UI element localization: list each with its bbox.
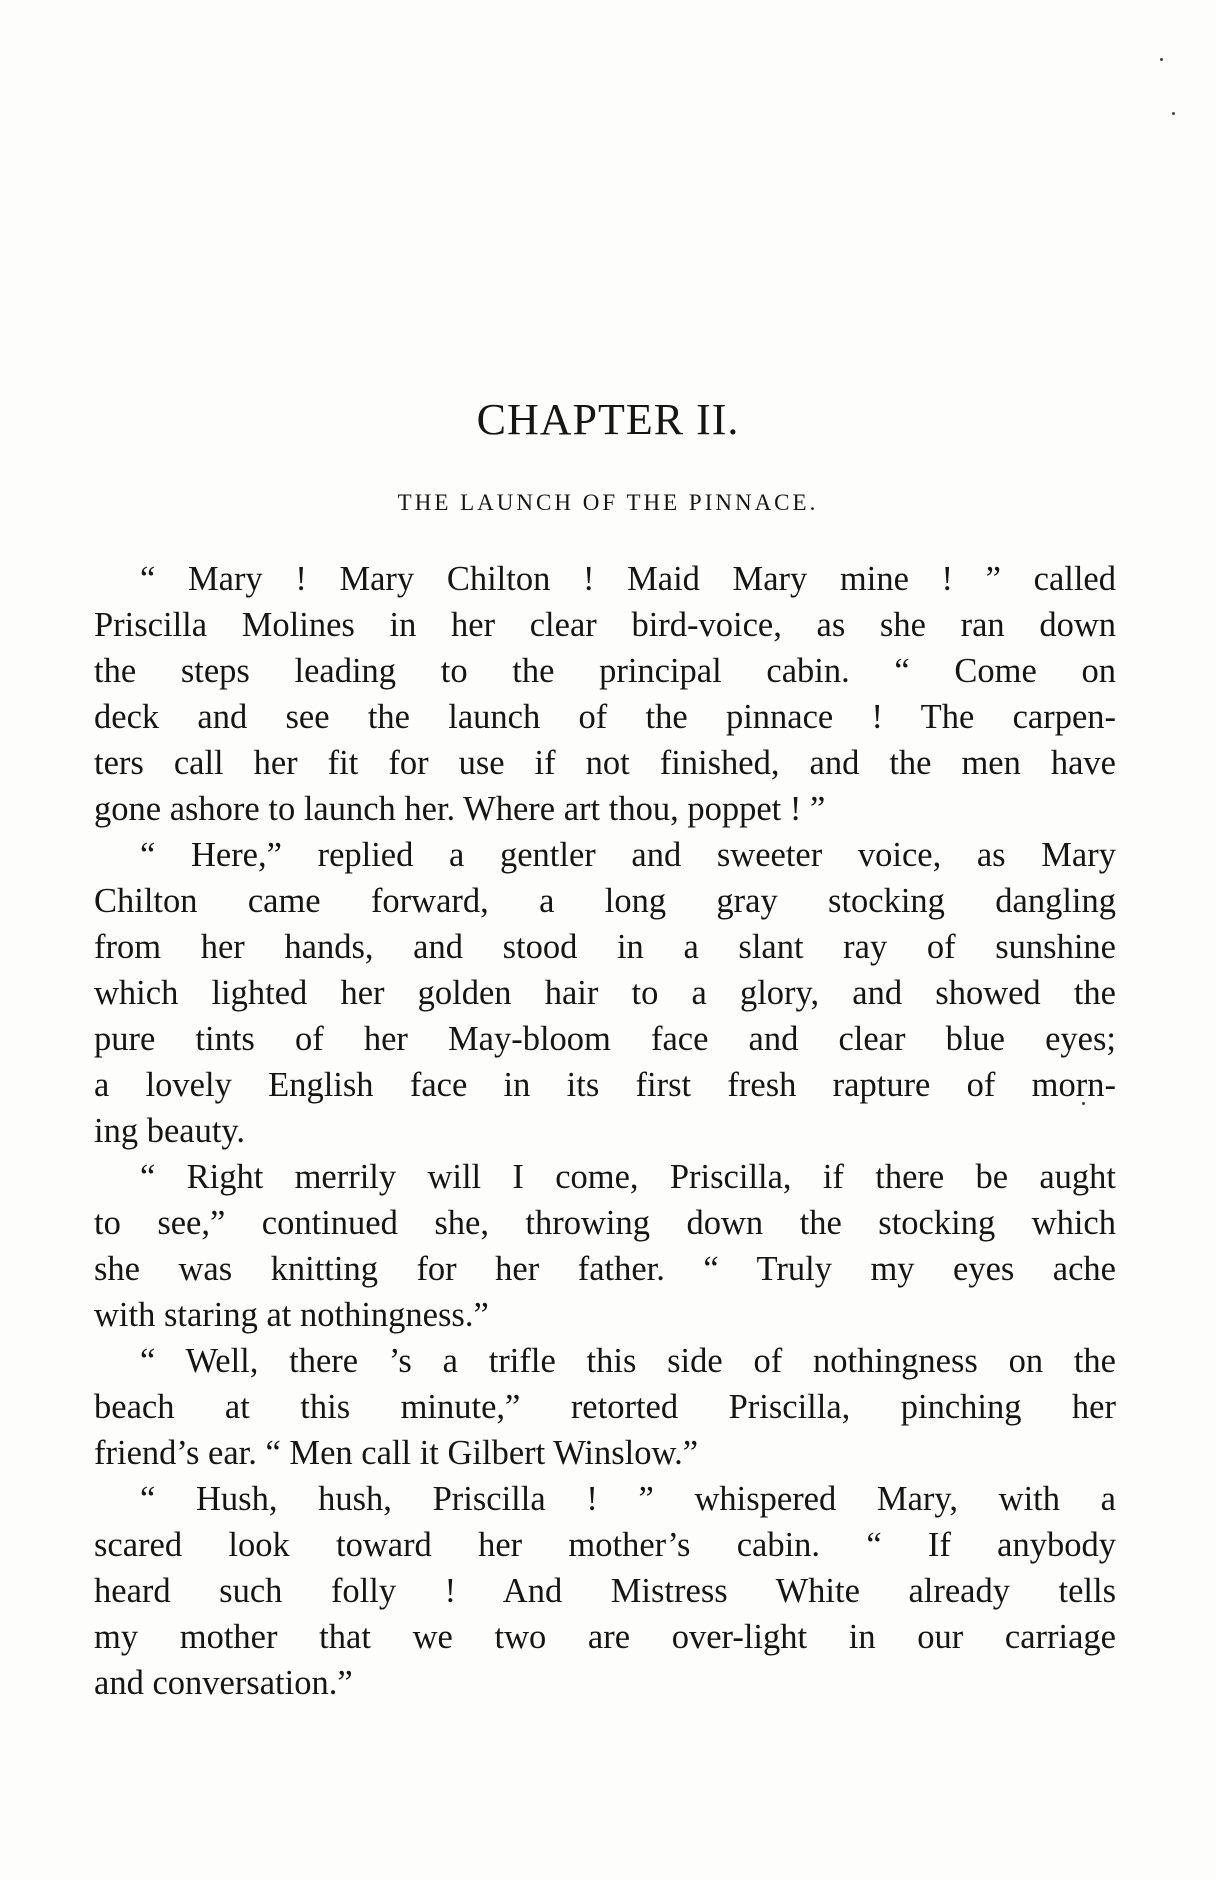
text-line: “ Mary ! Mary Chilton ! Maid Mary mine ! ” called (140, 560, 1116, 598)
text-line: with staring at nothingness.” (94, 1296, 489, 1334)
scan-speck (1172, 112, 1175, 115)
text-line: a lovely English face in its first fresh rapture of morn- (94, 1066, 1116, 1104)
text-line: to see,” continued she, throwing down the stocking which (94, 1204, 1116, 1242)
text-line: from her hands, and stood in a slant ray of sunshine (94, 928, 1116, 966)
chapter-subtitle: THE LAUNCH OF THE PINNACE. (397, 490, 819, 515)
text-line: which lighted her golden hair to a glory, and showed the (94, 974, 1116, 1012)
text-line: scared look toward her mother’s cabin. “ If anybody (94, 1526, 1116, 1564)
text-line: “ Right merrily will I come, Priscilla, if there be aught (140, 1158, 1116, 1196)
text-line: friend’s ear. “ Men call it Gilbert Winslow.” (94, 1434, 699, 1472)
body-text (94, 556, 1116, 1706)
text-line: ters call her fit for use if not finished, and the men have (94, 744, 1116, 782)
text-line: “ Hush, hush, Priscilla ! ” whispered Mary, with a (140, 1480, 1116, 1518)
text-line: ing beauty. (94, 1112, 246, 1150)
text-line: pure tints of her May-bloom face and clear blue eyes; (94, 1020, 1116, 1058)
paragraph-3 (94, 1154, 1116, 1338)
chapter-heading: CHAPTER II. (476, 395, 740, 444)
text-line: deck and see the launch of the pinnace ! The carpen- (94, 698, 1116, 736)
paragraph-5 (94, 1476, 1116, 1706)
text-line: and conversation.” (94, 1664, 353, 1702)
text-line: she was knitting for her father. “ Truly my eyes ache (94, 1250, 1116, 1288)
text-line: Priscilla Molines in her clear bird-voice, as she ran down (94, 606, 1116, 644)
paragraph-4 (94, 1338, 1116, 1476)
text-line: heard such folly ! And Mistress White already tells (94, 1572, 1116, 1610)
text-line: gone ashore to launch her. Where art thou, poppet ! ” (94, 790, 826, 828)
text-line: Chilton came forward, a long gray stocking dangling (94, 882, 1116, 920)
text-line: “ Well, there ’s a trifle this side of nothingness on the (140, 1342, 1116, 1380)
paragraph-1 (94, 556, 1116, 832)
text-line: the steps leading to the principal cabin. “ Come on (94, 652, 1116, 690)
text-line: beach at this minute,” retorted Priscilla, pinching her (94, 1388, 1116, 1426)
paragraph-2 (94, 832, 1116, 1154)
scan-speck (1160, 58, 1163, 61)
text-line: “ Here,” replied a gentler and sweeter voice, as Mary (140, 836, 1116, 874)
text-line: my mother that we two are over-light in our carriage (94, 1618, 1116, 1656)
